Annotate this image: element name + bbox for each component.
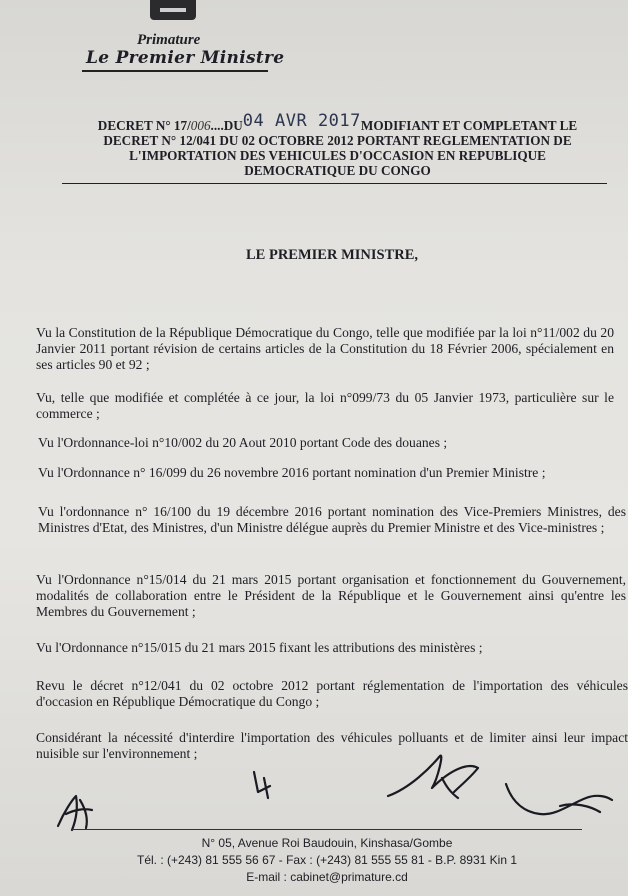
emblem-plate	[160, 8, 186, 12]
title-underline	[62, 183, 607, 184]
footer-address: N° 05, Avenue Roi Baudouin, Kinshasa/Gombe	[201, 836, 453, 850]
title-line1-rest: MODIFIANT ET COMPLETANT LE	[360, 118, 578, 133]
paragraph-customs-code: Vu l'Ordonnance-loi n°10/002 du 20 Aout 2010 portant Code des douanes ;	[38, 435, 448, 450]
title-line-1	[60, 111, 615, 133]
decree-number-handwritten: 006	[190, 118, 211, 133]
footer-rule	[72, 829, 582, 830]
footer-contact: Tél. : (+243) 81 555 56 67 - Fax : (+243) 81 555 55 81 - B.P. 8931 Kin 1	[136, 853, 518, 867]
paragraph-constitution: Vu la Constitution de la République Démocratique du Congo, telle que modifiée par la loi n°11/002 du 20 Janvier 2011 portant révision de certains articles de la Constitution du 18 Février 2006, spécialement en ses articles 90 et 92 ;	[36, 325, 614, 372]
letterhead-underline	[82, 70, 268, 72]
signature-countersign	[500, 776, 620, 824]
title-line-4: DEMOCRATIQUE DU CONGO	[244, 163, 431, 178]
paragraph-government-organisation: Vu l'Ordonnance n°15/014 du 21 mars 2015 portant organisation et fonctionnement du Gouvernement, modalités de collaboration entre le Président de la République et le Gouvernement ainsi qu'entre les Membres du Gouvernement ;	[36, 572, 626, 619]
section-heading: LE PREMIER MINISTRE,	[246, 247, 419, 263]
paragraph-decree-review: Revu le décret n°12/041 du 02 octobre 2012 portant réglementation de l'importation des véhicules d'occasion en République Démocratique du Congo ;	[36, 678, 628, 709]
signature-prime-minister	[380, 748, 490, 808]
date-stamp: 04 AVR 2017	[242, 111, 361, 131]
footer-email: E-mail : cabinet@primature.cd	[246, 870, 408, 884]
handwritten-mark-small	[248, 768, 278, 802]
title-line-3: L'IMPORTATION DES VEHICULES D'OCCASION EN REPUBLIQUE	[129, 148, 546, 163]
title-line-2: DECRET N° 12/041 DU 02 OCTOBRE 2012 PORTANT REGLEMENTATION DE	[103, 133, 572, 148]
title-prefix: DECRET N° 17/	[97, 118, 191, 133]
paragraph-commerce-law: Vu, telle que modifiée et complétée à ce jour, la loi n°099/73 du 05 Janvier 1973, particulière sur le commerce ;	[36, 390, 614, 421]
paragraph-considering: Considérant la nécessité d'interdire l'importation des véhicules polluants et de limiter ainsi leur impact nuisible sur l'environnement ;	[36, 730, 628, 761]
title-dots: ....DU	[210, 118, 243, 133]
letterhead-office: Le Premier Ministre	[86, 48, 285, 68]
paragraph-ministries-attributions: Vu l'Ordonnance n°15/015 du 21 mars 2015 fixant les attributions des ministères ;	[36, 640, 483, 655]
letterhead-institution: Primature	[137, 32, 201, 48]
decree-title	[60, 111, 615, 178]
paragraph-pm-nomination: Vu l'Ordonnance n° 16/099 du 26 novembre 2016 portant nomination d'un Premier Ministre ;	[38, 465, 546, 480]
paragraph-ministers-nomination: Vu l'ordonnance n° 16/100 du 19 décembre 2016 portant nomination des Vice-Premiers Ministres, des Ministres d'Etat, des Ministres, d'un Ministre délégue auprès du Premier Ministre et des Vice-ministres ;	[38, 504, 626, 535]
